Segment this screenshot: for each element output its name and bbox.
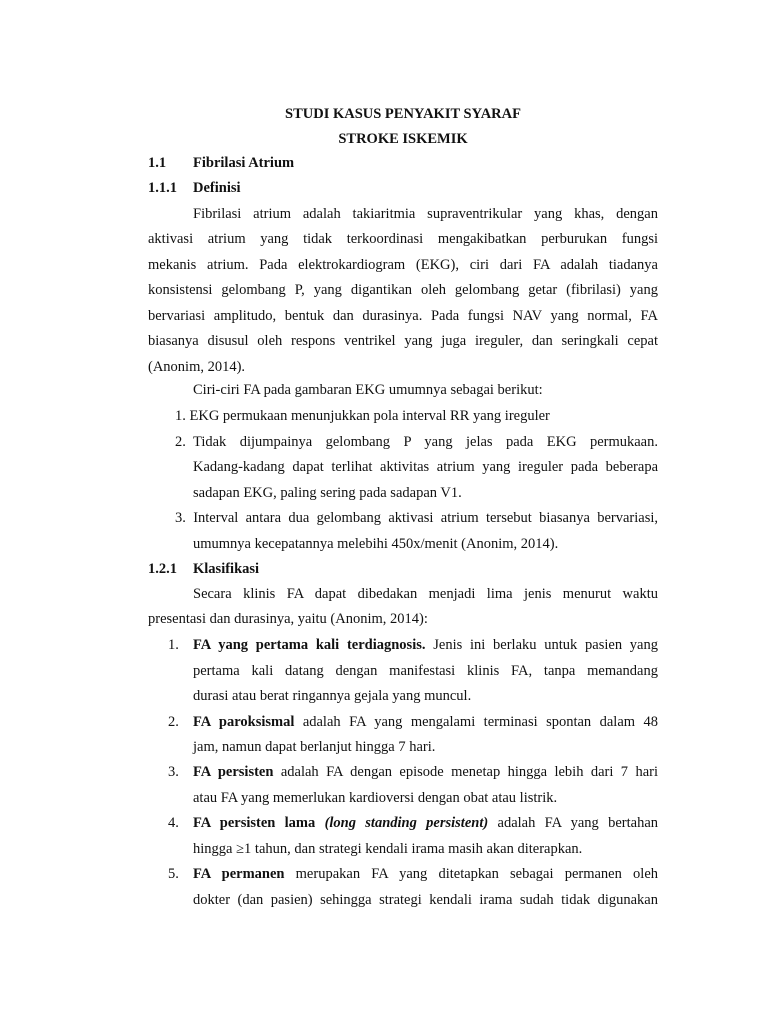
doc-subtitle: STROKE ISKEMIK (338, 131, 468, 147)
list-item: 1. EKG permukaan menunjukkan pola interval RR yang ireguler (175, 408, 550, 424)
subheading-number: 1.1.1 (148, 180, 177, 196)
term-bold: FA permanen (193, 866, 285, 882)
list-number: 2. (175, 434, 186, 450)
list-number: 2. (168, 714, 179, 730)
paragraph-line: aktivasi atrium yang tidak terkoordinasi mengakibatkan perburukan fungsi (148, 231, 658, 247)
list-item-line (193, 813, 658, 833)
list-number: 5. (168, 866, 179, 882)
list-item-line (193, 762, 658, 782)
list-item-line: dokter (dan pasien) sehingga strategi kendali irama sudah tidak digunakan (193, 892, 658, 908)
term-desc: adalah FA dengan episode menetap hingga lebih dari 7 hari (273, 764, 658, 780)
list-item-line (193, 864, 658, 884)
list-item-line: sadapan EKG, paling sering pada sadapan V1. (193, 485, 462, 501)
paragraph-line: presentasi dan durasinya, yaitu (Anonim, 2014): (148, 611, 428, 627)
subheading-text: Definisi (193, 180, 241, 196)
list-number: 1. (168, 637, 179, 653)
list-item-line: durasi atau berat ringannya gejala yang muncul. (193, 688, 472, 704)
doc-title: STUDI KASUS PENYAKIT SYARAF (285, 106, 521, 122)
paragraph-line: mekanis atrium. Pada elektrokardiogram (EKG), ciri dari FA adalah tiadanya (148, 257, 658, 273)
paragraph-line: (Anonim, 2014). (148, 359, 246, 375)
list-item-line: hingga ≥1 tahun, dan strategi kendali irama masih akan diterapkan. (193, 841, 583, 857)
term-desc: merupakan FA yang ditetapkan sebagai permanen oleh (284, 866, 659, 882)
term-bold: FA persisten (193, 764, 274, 780)
list-item-line: pertama kali datang dengan manifestasi klinis FA, tanpa memandang (193, 663, 658, 679)
subheading-number: 1.2.1 (148, 561, 177, 577)
term-bold: FA paroksismal (193, 714, 295, 730)
term-bold: FA yang pertama kali terdiagnosis. (193, 637, 426, 653)
paragraph-line: bervariasi amplitudo, bentuk dan durasinya. Pada fungsi NAV yang normal, FA (148, 308, 658, 324)
list-item-line (193, 635, 658, 655)
list-number: 3. (168, 764, 179, 780)
paragraph-line: Fibrilasi atrium adalah takiaritmia supraventrikular yang khas, dengan (193, 206, 658, 222)
term-bold: FA persisten lama (193, 815, 316, 831)
list-item-line: atau FA yang memerlukan kardioversi dengan obat atau listrik. (193, 790, 558, 806)
list-item-line: 3. Interval antara dua gelombang aktivasi atrium tersebut biasanya bervariasi, (175, 510, 658, 526)
list-number: 4. (168, 815, 179, 831)
list-item-line: Tidak dijumpainya gelombang P yang jelas pada EKG permukaan. (193, 434, 658, 450)
term-italic: (long standing persistent) (324, 815, 489, 831)
term-desc: Jenis ini berlaku untuk pasien yang (425, 637, 658, 653)
heading-number: 1.1 (148, 155, 167, 171)
paragraph-line: biasanya disusul oleh respons ventrikel yang juga ireguler, dan seringkali cepat (148, 333, 658, 349)
list-item-line: jam, namun dapat berlanjut hingga 7 hari. (193, 739, 436, 755)
list-item-line (193, 712, 658, 732)
list-item-line: umumnya kecepatannya melebihi 450x/menit (Anonim, 2014). (193, 536, 559, 552)
list-item-line: Kadang-kadang dapat terlihat aktivitas atrium yang ireguler pada beberapa (193, 459, 658, 475)
list-intro: Ciri-ciri FA pada gambaran EKG umumnya sebagai berikut: (193, 382, 543, 398)
term-desc: adalah FA yang mengalami terminasi spontan dalam 48 (294, 714, 658, 730)
term-desc: adalah FA yang bertahan (488, 815, 659, 831)
paragraph-line: konsistensi gelombang P, yang digantikan oleh gelombang getar (fibrilasi) yang (148, 282, 658, 298)
subheading-text: Klasifikasi (193, 561, 260, 577)
paragraph-line: Secara klinis FA dapat dibedakan menjadi lima jenis menurut waktu (193, 586, 658, 602)
heading-text: Fibrilasi Atrium (193, 155, 295, 171)
